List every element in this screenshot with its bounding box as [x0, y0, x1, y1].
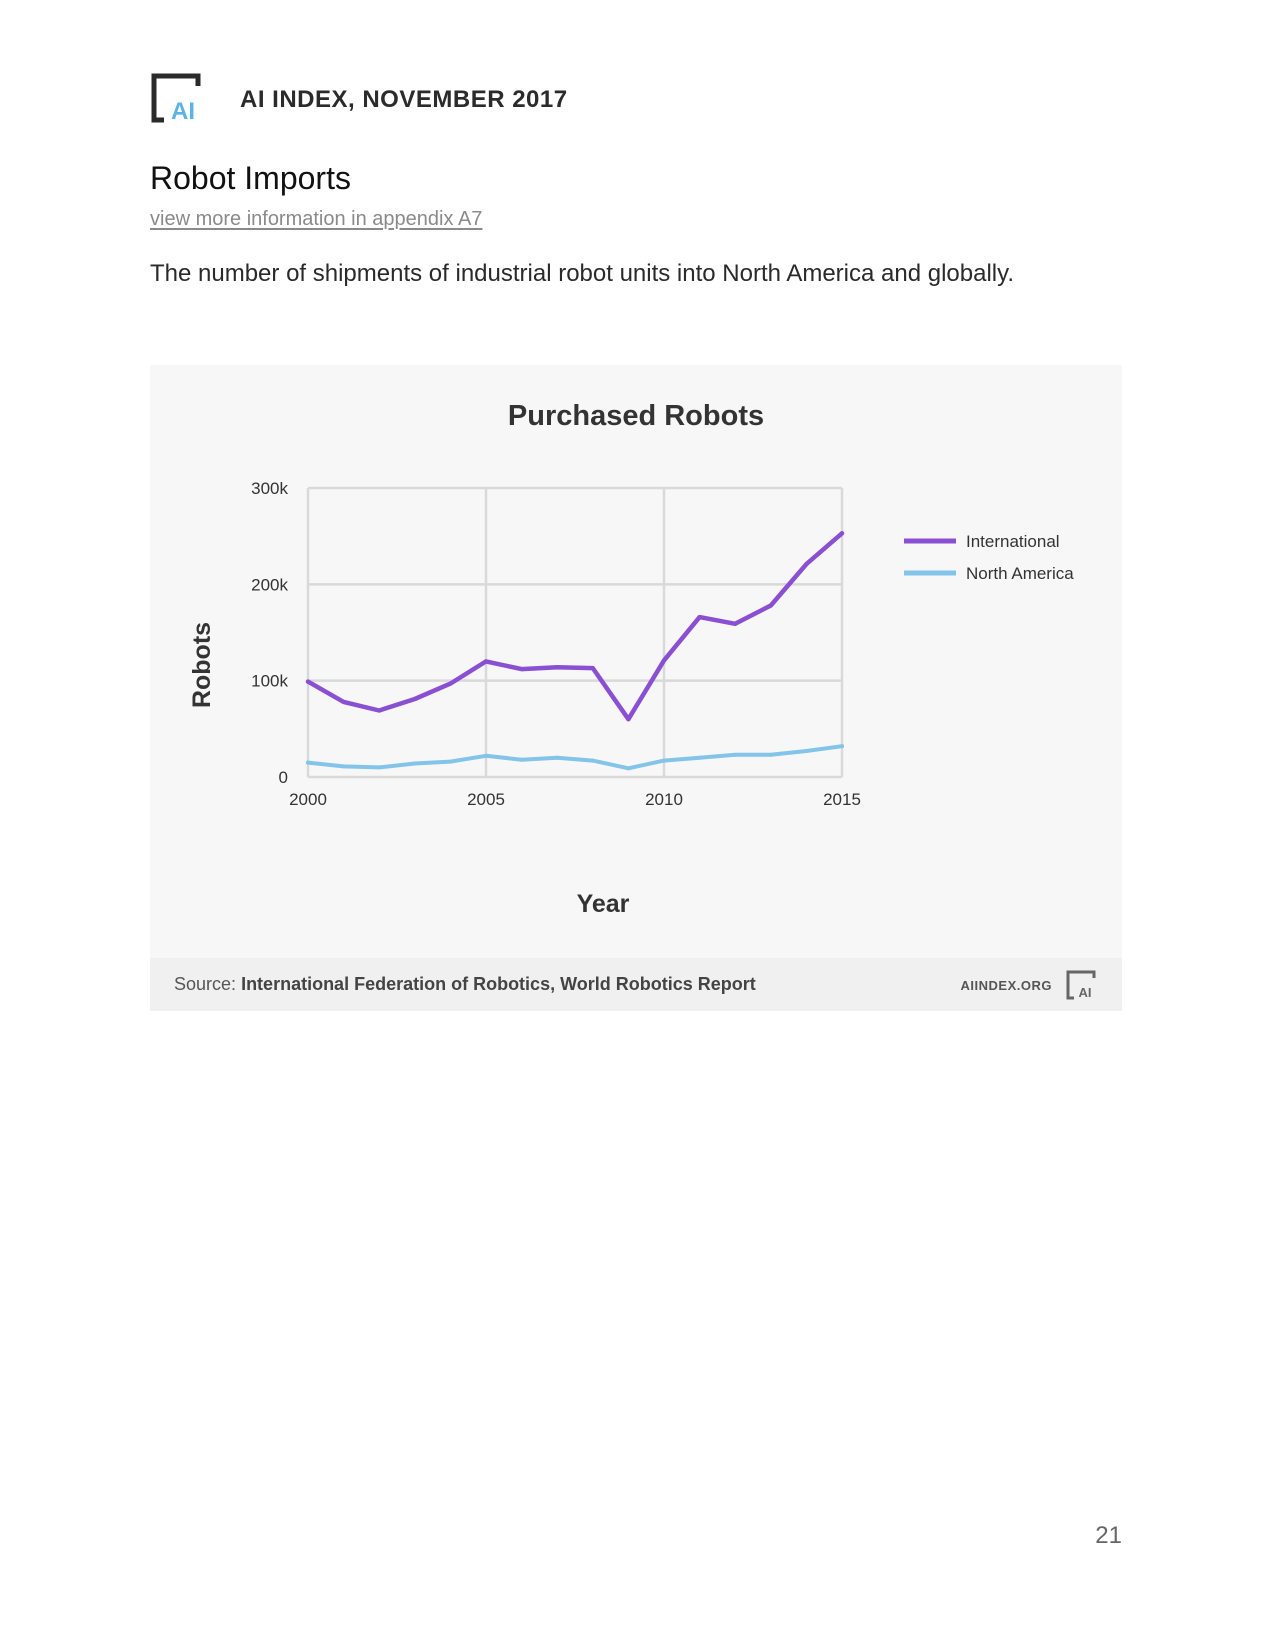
data-point: [804, 562, 808, 566]
chart-footer: [150, 958, 1122, 1011]
legend-label: North America: [966, 564, 1074, 583]
data-point: [377, 765, 381, 769]
data-point: [413, 697, 417, 701]
data-point: [698, 615, 702, 619]
data-point: [698, 756, 702, 760]
source-value: International Federation of Robotics, World Robotics Report: [241, 974, 756, 994]
data-point: [342, 764, 346, 768]
data-point: [769, 753, 773, 757]
source-note: [174, 974, 756, 995]
data-point: [626, 717, 630, 721]
chart-card: [150, 365, 1122, 1011]
data-point: [662, 658, 666, 662]
x-tick-label: 2005: [467, 790, 505, 809]
series-line-north-america: [308, 746, 842, 768]
series-line-international: [308, 533, 842, 719]
y-tick-label: 0: [278, 768, 288, 787]
appendix-link[interactable]: view more information in appendix A7: [150, 208, 483, 230]
data-point: [377, 709, 381, 713]
x-tick-label: 2015: [823, 790, 861, 809]
page-number: 21: [1095, 1522, 1122, 1549]
x-tick-label: 2000: [289, 790, 327, 809]
ai-index-logo: [150, 72, 206, 124]
data-point: [484, 659, 488, 663]
chart-title: Purchased Robots: [507, 400, 765, 432]
x-axis-label: Year: [576, 890, 630, 918]
data-point: [555, 665, 559, 669]
logo-text: AI: [171, 98, 195, 124]
data-point: [413, 762, 417, 766]
data-point: [840, 744, 844, 748]
site-url[interactable]: AIINDEX.ORG: [960, 978, 1052, 993]
data-point: [769, 604, 773, 608]
purchased-robots-chart: [150, 365, 1122, 958]
y-tick-label: 300k: [251, 479, 288, 498]
x-tick-label: 2010: [645, 790, 683, 809]
data-point: [662, 759, 666, 763]
page-header: [150, 72, 568, 124]
data-point: [520, 667, 524, 671]
y-tick-label: 100k: [251, 671, 288, 691]
data-point: [804, 749, 808, 753]
data-point: [626, 766, 630, 770]
chart-description: The number of shipments of industrial robot units into North America and globally.: [150, 260, 1014, 287]
data-point: [484, 754, 488, 758]
data-point: [733, 622, 737, 626]
header-title: AI INDEX, NOVEMBER 2017: [240, 86, 568, 113]
data-point: [448, 760, 452, 764]
data-point: [342, 700, 346, 704]
y-tick-label: 200k: [251, 575, 288, 595]
data-point: [448, 682, 452, 686]
data-point: [306, 680, 310, 684]
legend-label: International: [966, 532, 1060, 551]
y-axis-label: Robots: [188, 621, 216, 709]
data-point: [591, 666, 595, 670]
data-point: [555, 756, 559, 760]
footer-ai-logo: [1066, 970, 1098, 1000]
data-point: [591, 759, 595, 763]
data-point: [306, 761, 310, 765]
section-title: Robot Imports: [150, 160, 351, 196]
source-label: Source:: [174, 974, 237, 994]
data-point: [840, 531, 844, 535]
footer-logo-text: AI: [1078, 985, 1092, 1000]
data-point: [733, 753, 737, 757]
data-point: [520, 758, 524, 762]
